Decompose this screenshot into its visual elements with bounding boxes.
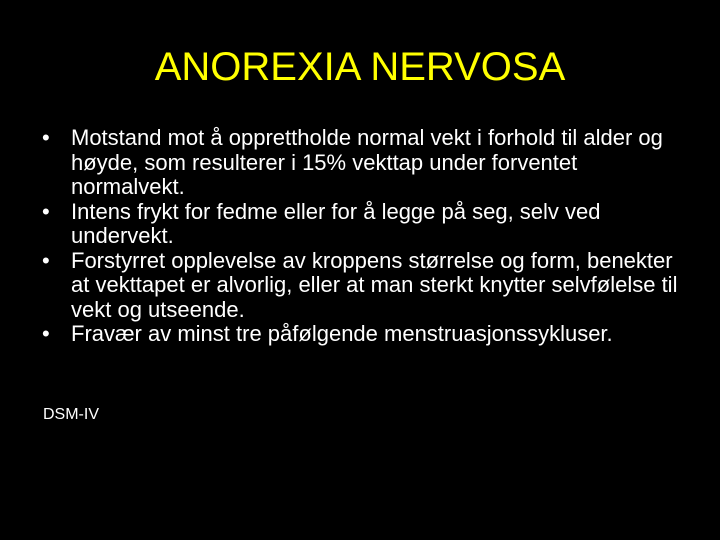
bullet-text: Fravær av minst tre påfølgende menstruasjonssykluser. — [71, 321, 613, 346]
bullet-icon: • — [42, 198, 50, 224]
bullet-item — [42, 322, 682, 347]
bullet-text: Intens frykt for fedme eller for å legge på seg, selv ved undervekt. — [71, 198, 601, 248]
bullet-icon: • — [42, 321, 50, 346]
slide-title: ANOREXIA NERVOSA — [154, 45, 566, 89]
bullet-item — [42, 126, 682, 200]
bullet-icon: • — [42, 247, 50, 273]
source-citation: DSM-IV — [43, 406, 99, 423]
bullet-item — [42, 200, 682, 249]
bullet-list — [42, 126, 682, 347]
bullet-item — [42, 249, 682, 323]
bullet-text: Forstyrret opplevelse av kroppens størrelse og form, benekter at vekttapet er alvorlig, eller at man sterkt knytter selvfølelse til vekt og utseende. — [71, 247, 678, 322]
bullet-icon: • — [42, 125, 50, 150]
bullet-text: Motstand mot å opprettholde normal vekt i forhold til alder og høyde, som resulterer i 15% vekttap under forventet normalvekt. — [71, 125, 663, 199]
